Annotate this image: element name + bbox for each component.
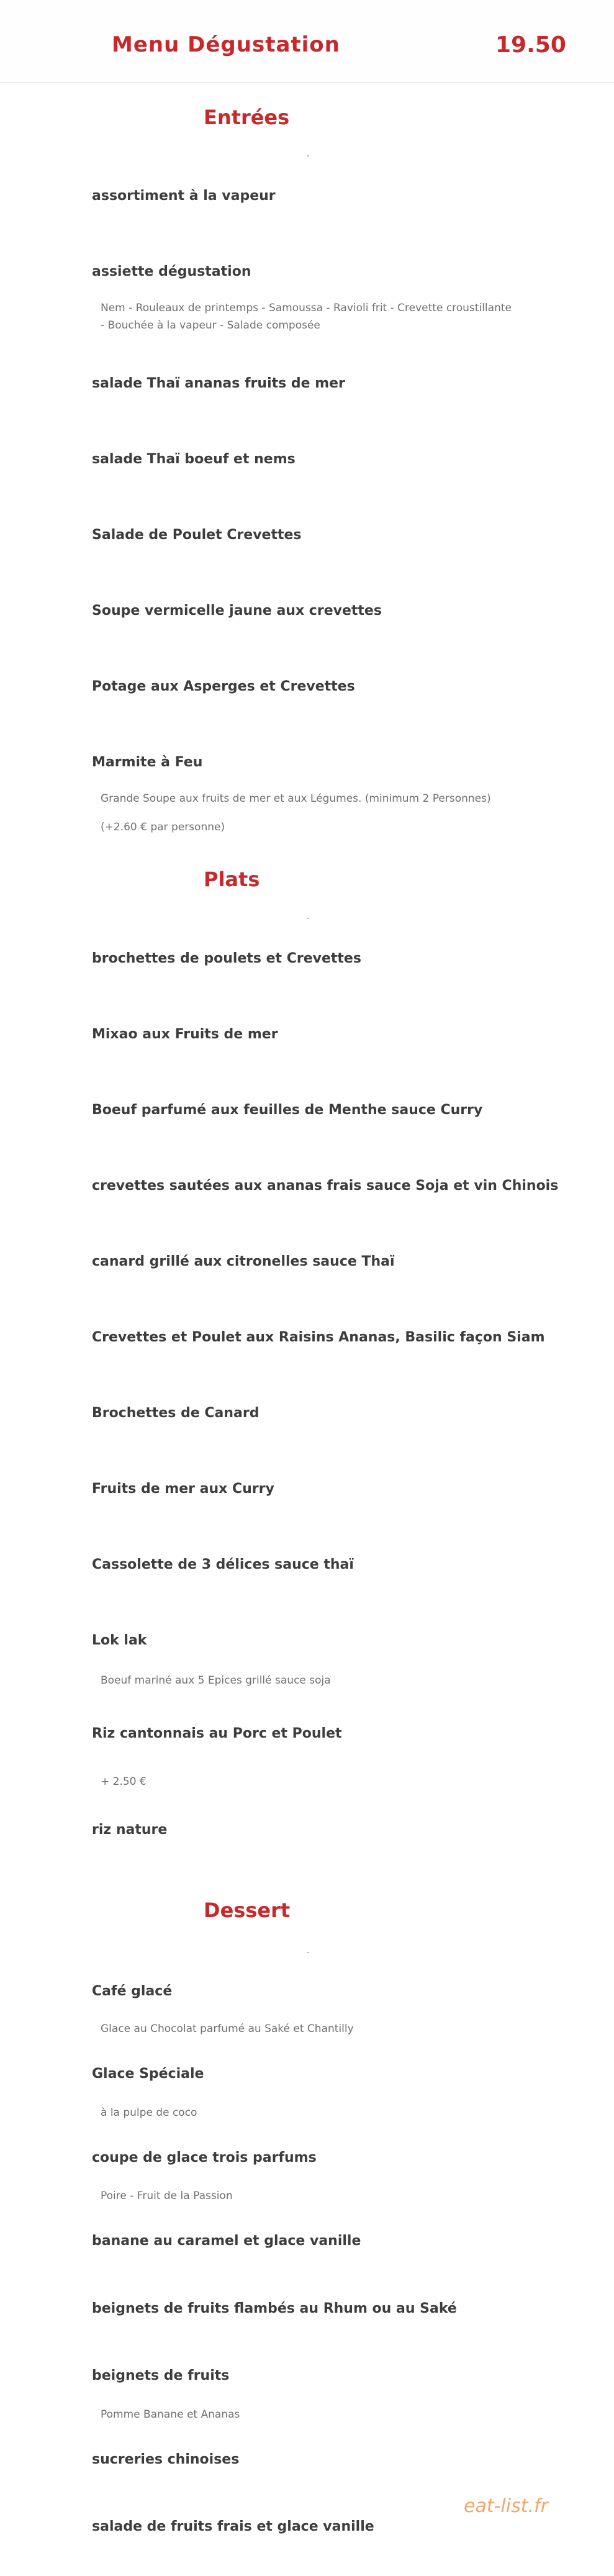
menu-item: Brochettes de Canard — [92, 1405, 260, 1421]
menu-item: beignets de fruits flambés au Rhum ou au Saké — [92, 2301, 457, 2316]
menu-item: salade de fruits frais et glace vanille — [92, 2519, 374, 2534]
section-title-entrees: Entrées — [204, 106, 290, 129]
menu-title: Menu Dégustation — [112, 32, 340, 57]
item-description: à la pulpe de coco — [101, 2107, 197, 2119]
menu-item: Lok lak — [92, 1633, 147, 1648]
menu-header — [0, 0, 614, 83]
menu-price: 19.50 — [495, 32, 566, 58]
section-divider — [307, 1952, 309, 1953]
section-title-plats: Plats — [204, 868, 260, 891]
menu-item: salade Thaï boeuf et nems — [92, 451, 296, 467]
menu-item: riz nature — [92, 1822, 168, 1838]
menu-item: Mixao aux Fruits de mer — [92, 1027, 278, 1042]
menu-item: brochettes de poulets et Crevettes — [92, 951, 361, 966]
menu-item: canard grillé aux citronelles sauce Thaï — [92, 1254, 395, 1269]
menu-item: Riz cantonnais au Porc et Poulet — [92, 1726, 342, 1741]
menu-item: beignets de fruits — [92, 2368, 230, 2383]
menu-item: Soupe vermicelle jaune aux crevettes — [92, 603, 382, 619]
menu-item: Boeuf parfumé aux feuilles de Menthe sauce Curry — [92, 1102, 483, 1118]
item-description: Pomme Banane et Ananas — [101, 2408, 240, 2421]
item-description: - Bouchée à la vapeur - Salade composée — [101, 319, 320, 332]
section-divider — [307, 918, 309, 919]
item-description: Nem - Rouleaux de printemps - Samoussa - Ravioli frit - Crevette croustillante — [101, 302, 512, 314]
menu-item: Cassolette de 3 délices sauce thaï — [92, 1557, 354, 1572]
menu-item: sucreries chinoises — [92, 2452, 240, 2467]
menu-item: salade Thaï ananas fruits de mer — [92, 376, 345, 391]
menu-item: Crevettes et Poulet aux Raisins Ananas, Basilic façon Siam — [92, 1330, 545, 1345]
item-description: + 2.50 € — [101, 1776, 147, 1788]
menu-item: Fruits de mer aux Curry — [92, 1481, 274, 1497]
menu-item: coupe de glace trois parfums — [92, 2150, 317, 2166]
item-description: Grande Soupe aux fruits de mer et aux Légumes. (minimum 2 Personnes) — [101, 792, 491, 805]
menu-item: banane au caramel et glace vanille — [92, 2233, 361, 2249]
menu-item: crevettes sautées aux ananas frais sauce Soja et vin Chinois — [92, 1178, 559, 1194]
item-description: (+2.60 € par personne) — [101, 821, 225, 833]
menu-item: assiette dégustation — [92, 264, 251, 279]
watermark-logo: eat-list.fr — [464, 2495, 548, 2517]
menu-item: Café glacé — [92, 1984, 173, 1999]
menu-item: Marmite à Feu — [92, 755, 203, 770]
menu-item: Potage aux Asperges et Crevettes — [92, 679, 355, 694]
menu-item: Salade de Poulet Crevettes — [92, 527, 302, 543]
item-description: Boeuf mariné aux 5 Epices grillé sauce soja — [101, 1674, 331, 1687]
item-description: Glace au Chocolat parfumé au Saké et Chantilly — [101, 2023, 354, 2035]
item-description: Poire - Fruit de la Passion — [101, 2190, 233, 2202]
menu-item: Glace Spéciale — [92, 2066, 204, 2082]
section-title-dessert: Dessert — [204, 1898, 291, 1922]
menu-item: assortiment à la vapeur — [92, 188, 276, 204]
section-divider — [307, 155, 309, 156]
